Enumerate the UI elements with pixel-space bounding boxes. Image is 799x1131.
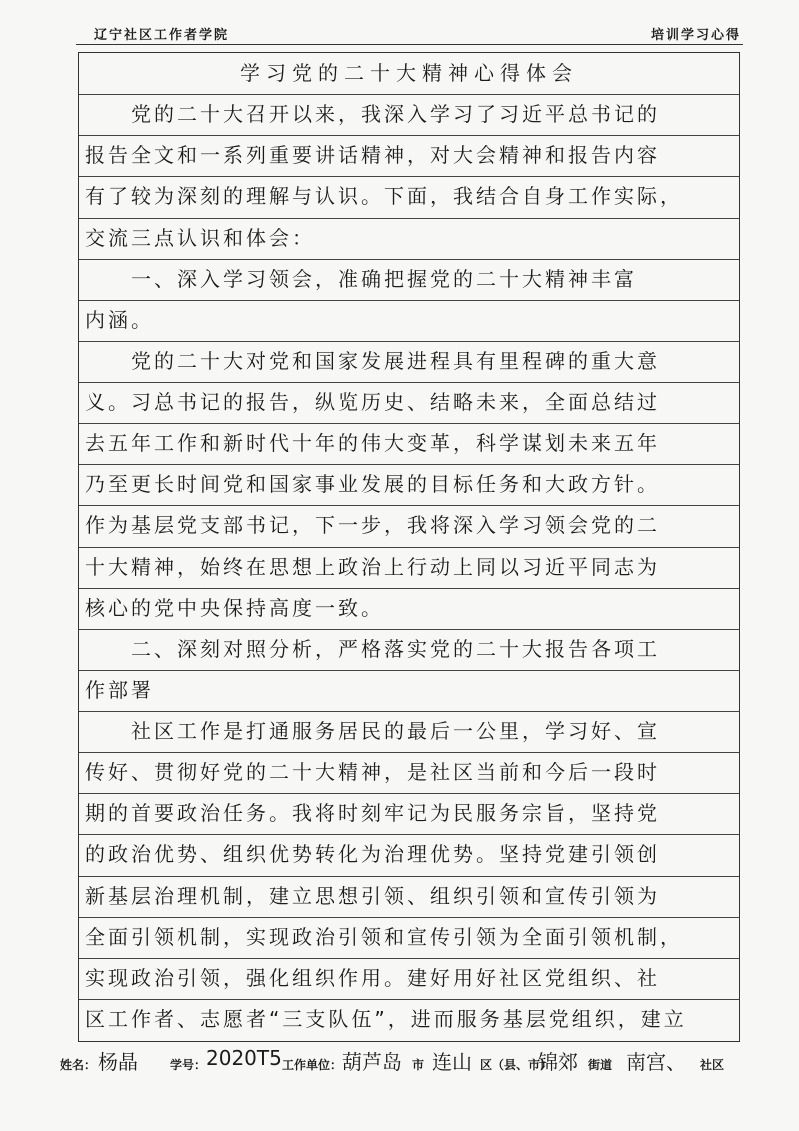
- essay-line: 期的首要政治任务。我将时刻牢记为民服务宗旨，坚持党: [85, 801, 660, 825]
- name-value: 杨晶: [98, 1050, 138, 1074]
- ruled-line: [79, 670, 739, 671]
- school-name: 辽宁社区工作者学院: [94, 28, 230, 43]
- ruled-line: [79, 629, 739, 630]
- id-value: 2020T5: [206, 1046, 282, 1070]
- ruled-line: [79, 752, 739, 753]
- essay-line: 有了较为深刻的理解与认识。下面，我结合自身工作实际，: [85, 184, 683, 208]
- ruled-line: [79, 423, 739, 424]
- district-label: 区（县、市）: [480, 1058, 553, 1072]
- ruled-line: [79, 382, 739, 383]
- work-unit-label: 工作单位：: [282, 1058, 343, 1072]
- name-label: 姓名：: [60, 1058, 97, 1072]
- ruled-line: [79, 917, 739, 918]
- essay-line: 实现政治引领，强化组织作用。建好用好社区党组织、社: [85, 966, 660, 990]
- street-value: 锦郊: [538, 1050, 578, 1074]
- student-info-footer: [60, 1046, 750, 1076]
- ruled-line: [79, 958, 739, 959]
- ruled-line: [79, 547, 739, 548]
- ruled-line: [79, 834, 739, 835]
- ruled-line: [79, 176, 739, 177]
- essay-line: 传好、贯彻好党的二十大精神，是社区当前和今后一段时: [85, 760, 660, 784]
- ruled-line: [79, 218, 739, 219]
- essay-line: 的政治优势、组织优势转化为治理优势。坚持党建引领创: [85, 842, 660, 866]
- essay-line: 去五年工作和新时代十年的伟大变革，科学谋划未来五年: [85, 431, 660, 455]
- essay-title: 学习党的二十大精神心得体会: [240, 61, 578, 85]
- district-value: 连山: [432, 1050, 472, 1074]
- document-category: 培训学习心得: [650, 28, 741, 43]
- essay-line: 作部署: [85, 678, 154, 702]
- header-divider: [76, 44, 743, 45]
- community-label: 社区: [700, 1058, 725, 1072]
- essay-line: 乃至更长时间党和国家事业发展的目标任务和大政方针。: [85, 472, 660, 496]
- ruled-line: [79, 464, 739, 465]
- city-value: 葫芦岛: [342, 1050, 402, 1074]
- ruled-line: [79, 94, 739, 95]
- essay-line: 一、深入学习领会，准确把握党的二十大精神丰富: [85, 267, 637, 291]
- essay-line: 党的二十大对党和国家发展进程具有里程碑的重大意: [85, 349, 660, 373]
- ruled-line: [79, 259, 739, 260]
- essay-line: 新基层治理机制，建立思想引领、组织引领和宣传引领为: [85, 884, 660, 908]
- ruled-line: [79, 793, 739, 794]
- essay-line: 作为基层党支部书记，下一步，我将深入学习领会党的二: [85, 513, 660, 537]
- essay-line: 十大精神，始终在思想上政治上行动上同以习近平同志为: [85, 555, 660, 579]
- ruled-line: [79, 341, 739, 342]
- essay-line: 二、深刻对照分析，严格落实党的二十大报告各项工: [85, 637, 660, 661]
- ruled-line: [79, 588, 739, 589]
- essay-line: 全面引领机制，实现政治引领和宣传引领为全面引领机制，: [85, 925, 683, 949]
- essay-line: 核心的党中央保持高度一致。: [85, 596, 384, 620]
- ruled-line: [79, 135, 739, 136]
- street-label: 街道: [588, 1058, 613, 1072]
- ruled-line: [79, 999, 739, 1000]
- ruled-line: [79, 300, 739, 301]
- essay-line: 区工作者、志愿者“三支队伍”，进而服务基层党组织，建立: [85, 1007, 687, 1031]
- handwritten-essay-sheet: [78, 52, 740, 1042]
- city-label: 市: [412, 1058, 425, 1072]
- essay-line: 内涵。: [85, 308, 154, 332]
- id-label: 学号：: [170, 1058, 207, 1072]
- essay-line: 交流三点认识和体会：: [85, 226, 315, 250]
- essay-line: 义。习总书记的报告，纵览历史、结略未来，全面总结过: [85, 390, 660, 414]
- essay-line: 报告全文和一系列重要讲话精神，对大会精神和报告内容: [85, 143, 660, 167]
- ruled-line: [79, 876, 739, 877]
- essay-line: 社区工作是打通服务居民的最后一公里，学习好、宣: [85, 719, 660, 743]
- community-value: 南宫、: [626, 1050, 686, 1074]
- ruled-line: [79, 505, 739, 506]
- essay-line: 党的二十大召开以来，我深入学习了习近平总书记的: [85, 102, 660, 126]
- ruled-line: [79, 711, 739, 712]
